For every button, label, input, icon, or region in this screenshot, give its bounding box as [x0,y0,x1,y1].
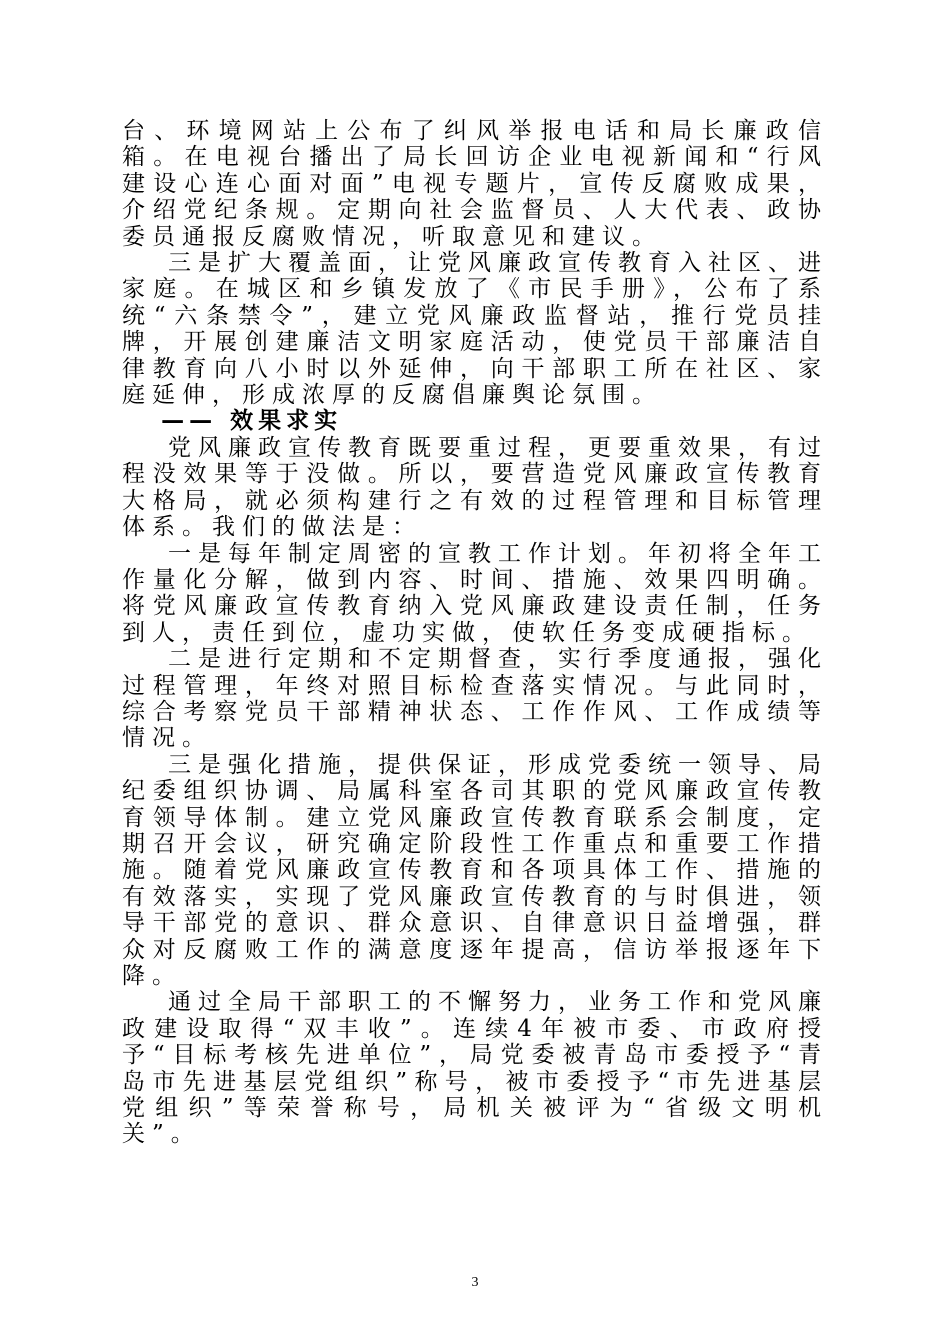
paragraph-point-one-plan: 一是每年制定周密的宣教工作计划。年初将全年工作量化分解，做到内容、时间、措施、效果四明确。将党风廉政宣传教育纳入党风廉政建设责任制，任务到人，责任到位，虚功实做，使软任务变成硬指标。 [122,540,828,646]
paragraph-continued: 台、环境网站上公布了纠风举报电话和局长廉政信箱。在电视台播出了局长回访企业电视新闻和“行风建设心连心面对面”电视专题片，宣传反腐败成果，介绍党纪条规。定期向社会监督员、人大代表、政协委员通报反腐败情况，听取意见和建议。 [122,118,828,250]
paragraph-conclusion: 通过全局干部职工的不懈努力，业务工作和党风廉政建设取得“双丰收”。连续4年被市委、市政府授予“目标考核先进单位”，局党委被青岛市委授予“青岛市先进基层党组织”称号，被市委授予“市先进基层党组织”等荣誉称号，局机关被评为“省级文明机关”。 [122,989,828,1148]
paragraph-point-three-coverage: 三是扩大覆盖面，让党风廉政宣传教育入社区、进家庭。在城区和乡镇发放了《市民手册》，公布了系统“六条禁令”，建立党风廉政监督站，推行党员挂牌，开展创建廉洁文明家庭活动，使党员干部廉洁自律教育向八小时以外延伸，向干部职工所在社区、家庭延伸，形成浓厚的反腐倡廉舆论氛围。 [122,250,828,409]
paragraph-point-two-supervision: 二是进行定期和不定期督查，实行季度通报，强化过程管理，年终对照目标检查落实情况。与此同时，综合考察党员干部精神状态、工作作风、工作成绩等情况。 [122,646,828,752]
paragraph-intro-effect: 党风廉政宣传教育既要重过程，更要重效果，有过程没效果等于没做。所以，要营造党风廉政宣传教育大格局，就必须构建行之有效的过程管理和目标管理体系。我们的做法是： [122,434,828,541]
section-heading-effect: —— 效果求实 [161,408,343,435]
paragraph-point-three-measures: 三是强化措施，提供保证，形成党委统一领导、局纪委组织协调、局属科室各司其职的党风廉政宣传教育领导体制。建立党风廉政宣传教育联系会制度，定期召开会议，研究确定阶段性工作重点和重要工作措施。随着党风廉政宣传教育和各项具体工作、措施的有效落实，实现了党风廉政宣传教育的与时俱进，领导干部党的意识、群众意识、自律意识日益增强，群众对反腐败工作的满意度逐年提高，信访举报逐年下降。 [122,751,828,989]
page-number: 3 [471,1275,479,1290]
document-body [122,118,828,1148]
